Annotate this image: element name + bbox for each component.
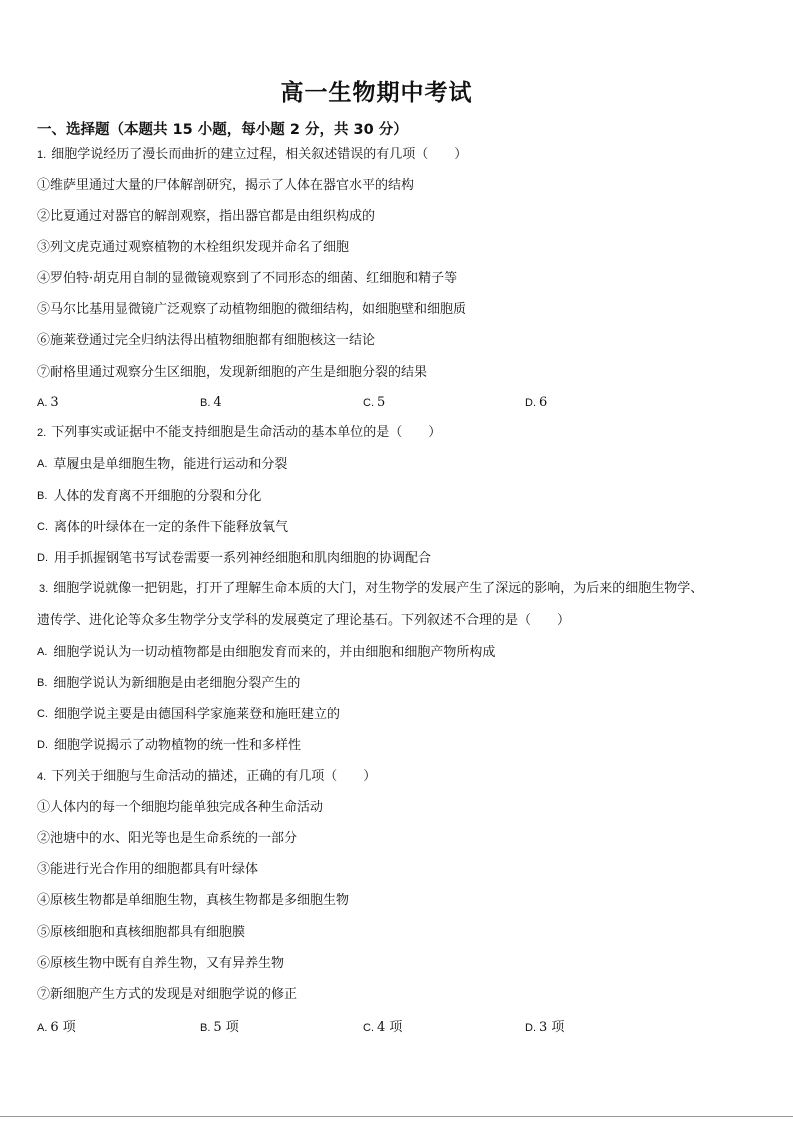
question-2-option-c[interactable]: C. 离体的叶绿体在一定的条件下能释放氧气 — [37, 520, 289, 535]
option-b[interactable]: B. 5 项 — [200, 1020, 239, 1035]
question-3-option-d[interactable]: D. 细胞学说揭示了动物植物的统一性和多样性 — [37, 738, 302, 753]
section-heading: 一、选择题（本题共 15 小题，每小题 2 分，共 30 分） — [37, 122, 408, 138]
option-b[interactable]: B. 4 — [200, 395, 222, 410]
option-d[interactable]: D. 6 — [525, 395, 548, 410]
question-3-stem-continued: 遗传学、进化论等众多生物学分支学科的发展奠定了理论基石。下列叙述不合理的是（ ） — [37, 613, 571, 628]
question-text: 细胞学说经历了漫长而曲折的建立过程，相关叙述错误的有几项（ ） — [51, 147, 468, 162]
page-title: 高一生物期中考试 — [280, 80, 473, 106]
question-1-options — [37, 395, 757, 415]
question-1-stem — [37, 146, 467, 164]
question-2-option-d[interactable]: D. 用手抓握钢笔书写试卷需要一系列神经细胞和肌肉细胞的协调配合 — [37, 551, 432, 566]
option-a[interactable]: A. 3 — [37, 395, 59, 410]
question-4-statement-5: ⑤原核细胞和真核细胞都具有细胞膜 — [37, 925, 246, 940]
question-4-statement-7: ⑦新细胞产生方式的发现是对细胞学说的修正 — [37, 987, 298, 1002]
question-2-option-b[interactable]: B. 人体的发育离不开细胞的分裂和分化 — [37, 489, 262, 504]
question-1-statement-2: ②比夏通过对器官的解剖观察，指出器官都是由组织构成的 — [37, 209, 376, 224]
question-4-statement-1: ①人体内的每一个细胞均能单独完成各种生命活动 — [37, 800, 324, 815]
question-1-statement-7: ⑦耐格里通过观察分生区细胞，发现新细胞的产生是细胞分裂的结果 — [37, 365, 428, 380]
question-1-statement-6: ⑥施莱登通过完全归纳法得出植物细胞都有细胞核这一结论 — [37, 333, 376, 348]
page-bottom-divider — [0, 1116, 793, 1117]
question-3-stem — [39, 580, 703, 598]
question-1-statement-5: ⑤马尔比基用显微镜广泛观察了动植物细胞的微细结构，如细胞壁和细胞质 — [37, 302, 467, 317]
question-2-stem — [37, 424, 441, 442]
option-a[interactable]: A. 6 项 — [37, 1020, 76, 1035]
question-4-statement-3: ③能进行光合作用的细胞都具有叶绿体 — [37, 862, 259, 877]
question-3-option-b[interactable]: B. 细胞学说认为新细胞是由老细胞分裂产生的 — [37, 676, 301, 691]
question-text: 下列事实或证据中不能支持细胞是生命活动的基本单位的是（ ） — [51, 425, 442, 440]
question-4-options — [37, 1016, 757, 1036]
option-c[interactable]: C. 4 项 — [363, 1020, 403, 1035]
option-d[interactable]: D. 3 项 — [525, 1020, 565, 1035]
question-3-option-a[interactable]: A. 细胞学说认为一切动植物都是由细胞发育而来的，并由细胞和细胞产物所构成 — [37, 645, 496, 660]
question-1-statement-3: ③列文虎克通过观察植物的木栓组织发现并命名了细胞 — [37, 240, 350, 255]
question-number: 3. — [39, 583, 49, 595]
question-number: 4. — [37, 771, 47, 783]
question-4-stem — [37, 768, 376, 786]
question-text: 细胞学说就像一把钥匙，打开了理解生命本质的大门，对生物学的发展产生了深远的影响，为后来的细胞生物学、 — [53, 581, 704, 596]
question-2-option-a[interactable]: A. 草履虫是单细胞生物，能进行运动和分裂 — [37, 457, 288, 472]
question-number: 2. — [37, 427, 47, 439]
question-number: 1. — [37, 149, 47, 161]
question-1-statement-4: ④罗伯特·胡克用自制的显微镜观察到了不同形态的细菌、红细胞和精子等 — [37, 271, 458, 286]
question-text: 下列关于细胞与生命活动的描述，正确的有几项（ ） — [51, 769, 377, 784]
question-1-statement-1: ①维萨里通过大量的尸体解剖研究，揭示了人体在器官水平的结构 — [37, 178, 415, 193]
question-4-statement-4: ④原核生物都是单细胞生物，真核生物都是多细胞生物 — [37, 893, 350, 908]
question-4-statement-6: ⑥原核生物中既有自养生物，又有异养生物 — [37, 956, 285, 971]
option-c[interactable]: C. 5 — [363, 395, 386, 410]
question-4-statement-2: ②池塘中的水、阳光等也是生命系统的一部分 — [37, 831, 298, 846]
question-3-option-c[interactable]: C. 细胞学说主要是由德国科学家施莱登和施旺建立的 — [37, 707, 341, 722]
